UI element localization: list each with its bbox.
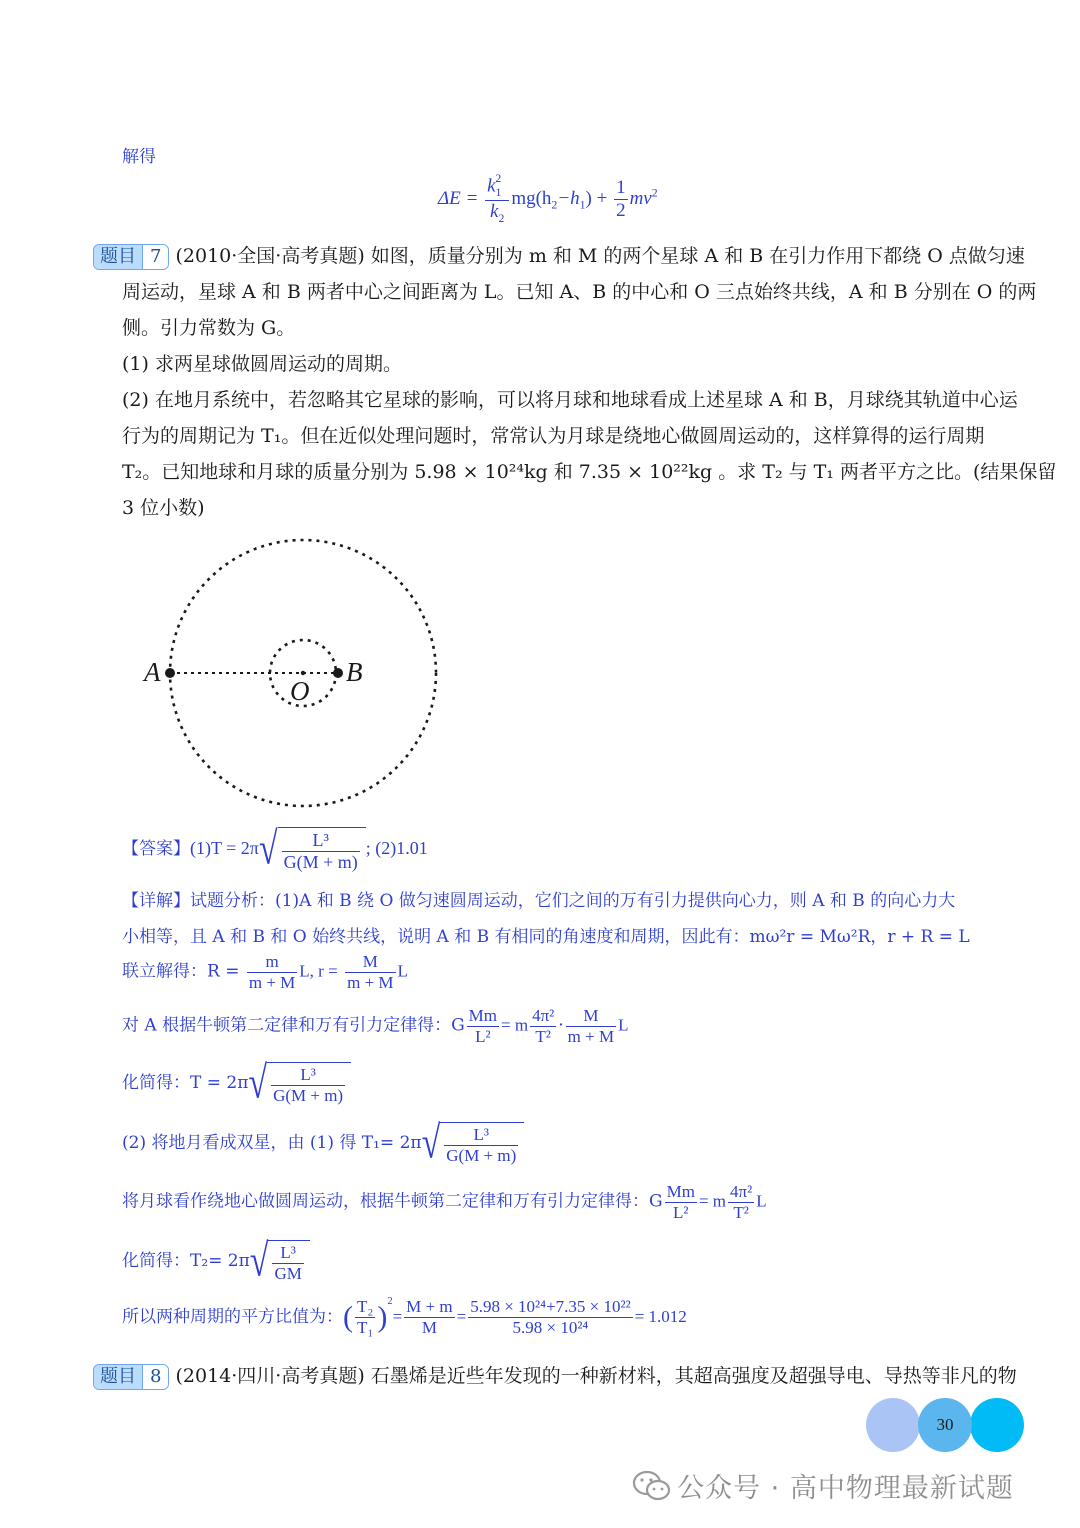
page-circle-right: [970, 1398, 1024, 1452]
detail-line8: 化简得：T₂= 2π√ $\frac{\text{L³}}{GM}$: [122, 1240, 310, 1283]
answer-line: 【答案】(1)T = 2π√ $\frac{\text{L³}}{G(M + m)}$ ; (2)1.01: [122, 824, 428, 874]
page-number: 30: [918, 1398, 972, 1452]
label-a: A: [144, 657, 161, 687]
solve-label: 解得: [122, 147, 156, 167]
q7-part1: (1) 求两星球做圆周运动的周期。: [122, 353, 402, 375]
star-a: [165, 668, 175, 678]
q7-line3: 侧。引力常数为 G。: [122, 317, 296, 339]
center-point: [301, 671, 305, 675]
detail-line4: 对 A 根据牛顿第二定律和万有引力定律得：G $\frac{Mm}{\text{L²}}$ = m $\frac{\text{4π²}}{\text{T²}}$ · $\frac{M}{m + M}$ L: [122, 1006, 629, 1046]
question-8: [93, 1358, 1017, 1394]
detail-line2: 小相等，且 A 和 B 和 O 始终共线，说明 A 和 B 有相同的角速度和周期，因此有：mω²r = Mω²R，r + R = L: [122, 927, 970, 947]
question-tag: 题目 7: [93, 244, 169, 270]
q7-part2-line2: 行为的周期记为 T₁。但在近似处理问题时，常常认为月球是绕地心做圆周运动的，这样算得的运行周期: [122, 425, 985, 447]
q8-line1: (2014·四川·高考真题) 石墨烯是近些年发现的一种新材料，其超高强度及超强导电、导热等非凡的物: [175, 1365, 1017, 1387]
question-tag: 题目 8: [93, 1364, 169, 1390]
detail-line5: 化简得：T = 2π√ $\frac{\text{L³}}{G(M + m)}$: [122, 1062, 351, 1105]
delta-e-formula: ΔE = $\frac{k_1^2}{k_2}$ $mg(h_2-h_1)$ + $\frac{1}{2}$ $mv^2$: [438, 172, 658, 225]
detail-line6: (2) 将地月看成双星，由 (1) 得 T₁= 2π√ $\frac{\text{L³}}{G(M + m)}$: [122, 1122, 524, 1165]
label-b: B: [346, 657, 363, 687]
detail-line3: 联立解得：R = $\frac{m}{m + M}$ L, r = $\frac{M}{m + M}$ L: [122, 952, 408, 992]
orbit-diagram: [130, 530, 460, 820]
question-7: [93, 238, 1025, 274]
detail-line9: 所以两种周期的平方比值为：( $\frac{\text{T₂}}{\text{T₁}}$ )$^2$= $\frac{M + m}{M}$ = $\frac{\text{5.98 × 10²⁴+7.35 × 10²²}}{\text{5.98 × 10²⁴}}$ = 1.012: [122, 1296, 687, 1337]
q7-line2: 周运动，星球 A 和 B 两者中心之间距离为 L。已知 A、B 的中心和 O 三点始终共线，A 和 B 分别在 O 的两: [122, 281, 1037, 303]
star-b: [333, 668, 343, 678]
detail-line1: 【详解】试题分析：(1)A 和 B 绕 O 做匀速圆周运动，它们之间的万有引力提供向心力，则 A 和 B 的向心力大: [122, 891, 956, 911]
q7-part2-line4: 3 位小数): [122, 497, 205, 519]
page-circle-left: [866, 1398, 920, 1452]
watermark: 公众号 · 高中物理最新试题: [632, 1466, 1052, 1506]
q7-part2-line3: T₂。已知地球和月球的质量分别为 5.98 × 10²⁴kg 和 7.35 × 10²²kg 。求 T₂ 与 T₁ 两者平方之比。(结果保留: [122, 461, 1057, 483]
detail-line7: 将月球看作绕地心做圆周运动，根据牛顿第二定律和万有引力定律得：G $\frac{Mm}{\text{L²}}$ = m $\frac{\text{4π²}}{\text{T²}}$ L: [122, 1182, 767, 1222]
label-o: O: [290, 676, 310, 706]
wechat-icon: [632, 1468, 672, 1504]
q7-line1: (2010·全国·高考真题) 如图，质量分别为 m 和 M 的两个星球 A 和 B 在引力作用下都绕 O 点做匀速: [175, 245, 1025, 267]
q7-part2-line1: (2) 在地月系统中，若忽略其它星球的影响，可以将月球和地球看成上述星球 A 和 B，月球绕其轨道中心运: [122, 389, 1018, 411]
